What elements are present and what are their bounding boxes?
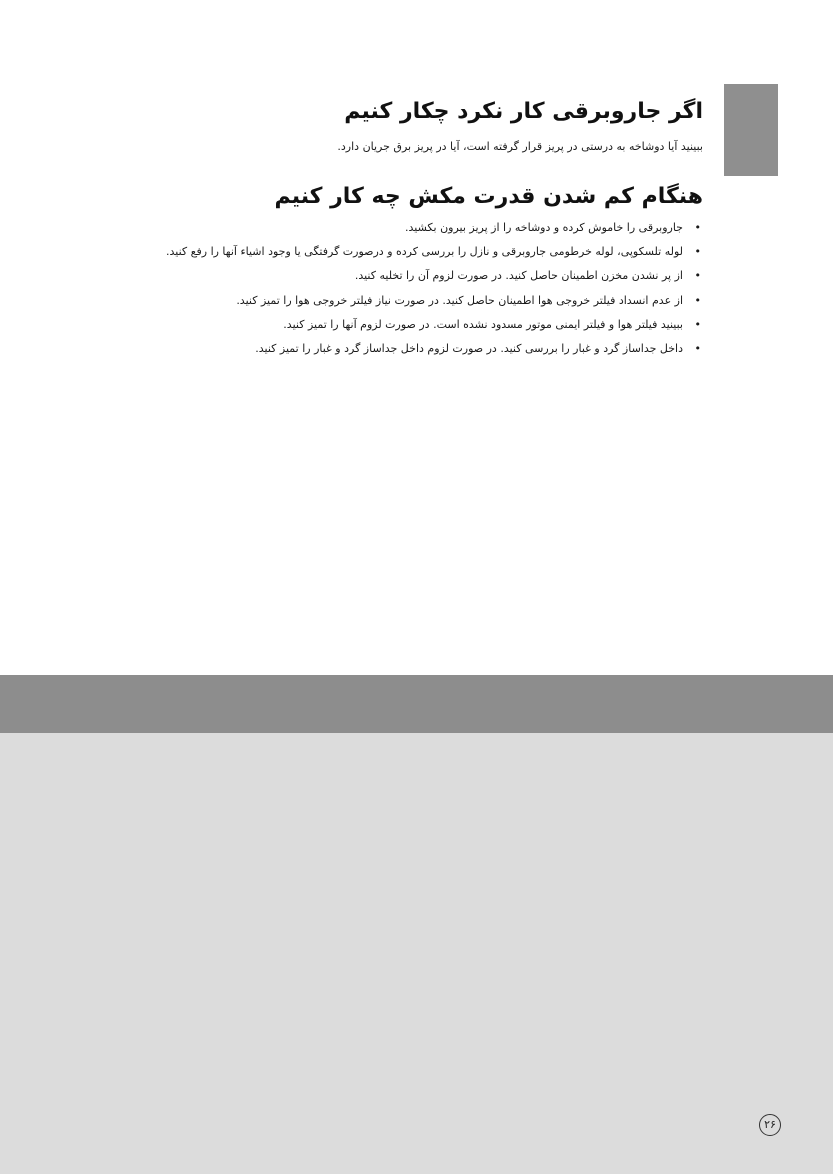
bullet-icon: • — [694, 245, 701, 259]
list-item — [120, 240, 703, 264]
bullet-icon: • — [694, 293, 701, 307]
list-item-text: ببینید فیلتر هوا و فیلتر ایمنی موتور مسدود نشده است. در صورت لزوم آنها را تمیز کنید. — [283, 317, 683, 331]
bullet-icon: • — [694, 269, 701, 283]
heading-low-suction: هنگام کم شدن قدرت مکش چه کار کنیم — [274, 184, 703, 209]
section-side-tab — [724, 84, 778, 176]
page-number: ۲۶ — [759, 1114, 781, 1136]
list-item-text: از پر نشدن مخزن اطمینان حاصل کنید. در صورت لزوم آن را تخلیه کنید. — [354, 269, 683, 283]
list-item-text: لوله تلسکوپی، لوله خرطومی جاروبرقی و نازل را بررسی کرده و درصورت گرفتگی یا وجود اشیاء آنها را رفع کنید. — [166, 245, 683, 259]
suction-checklist — [120, 216, 703, 361]
list-item — [120, 289, 703, 313]
bullet-icon: • — [694, 221, 701, 234]
bullet-icon: • — [694, 342, 701, 356]
list-item — [120, 313, 703, 337]
heading-not-working: اگر جاروبرقی کار نکرد چکار کنیم — [344, 99, 703, 124]
list-item — [120, 337, 703, 361]
section-no-power — [120, 97, 703, 155]
list-item-text: از عدم انسداد فیلتر خروجی هوا اطمینان حاصل کنید. در صورت نیاز فیلتر خروجی هوا را تمیز کنید. — [236, 293, 683, 307]
section-low-suction — [120, 182, 703, 361]
list-item-text: داخل جداساز گرد و غبار را بررسی کنید. در صورت لزوم داخل جداساز گرد و غبار را تمیز کنید. — [255, 342, 683, 356]
list-item-text: جاروبرقی را خاموش کرده و دوشاخه را از پریز بیرون بکشید. — [405, 221, 683, 234]
list-item — [120, 216, 703, 240]
list-item — [120, 264, 703, 288]
paragraph-check-plug: ببینید آیا دوشاخه به درستی در پریز قرار گرفته است، آیا در پریز برق جریان دارد. — [337, 140, 703, 153]
footer-band-light — [0, 733, 833, 1174]
footer-band-dark — [0, 675, 833, 733]
bullet-icon: • — [694, 317, 701, 331]
